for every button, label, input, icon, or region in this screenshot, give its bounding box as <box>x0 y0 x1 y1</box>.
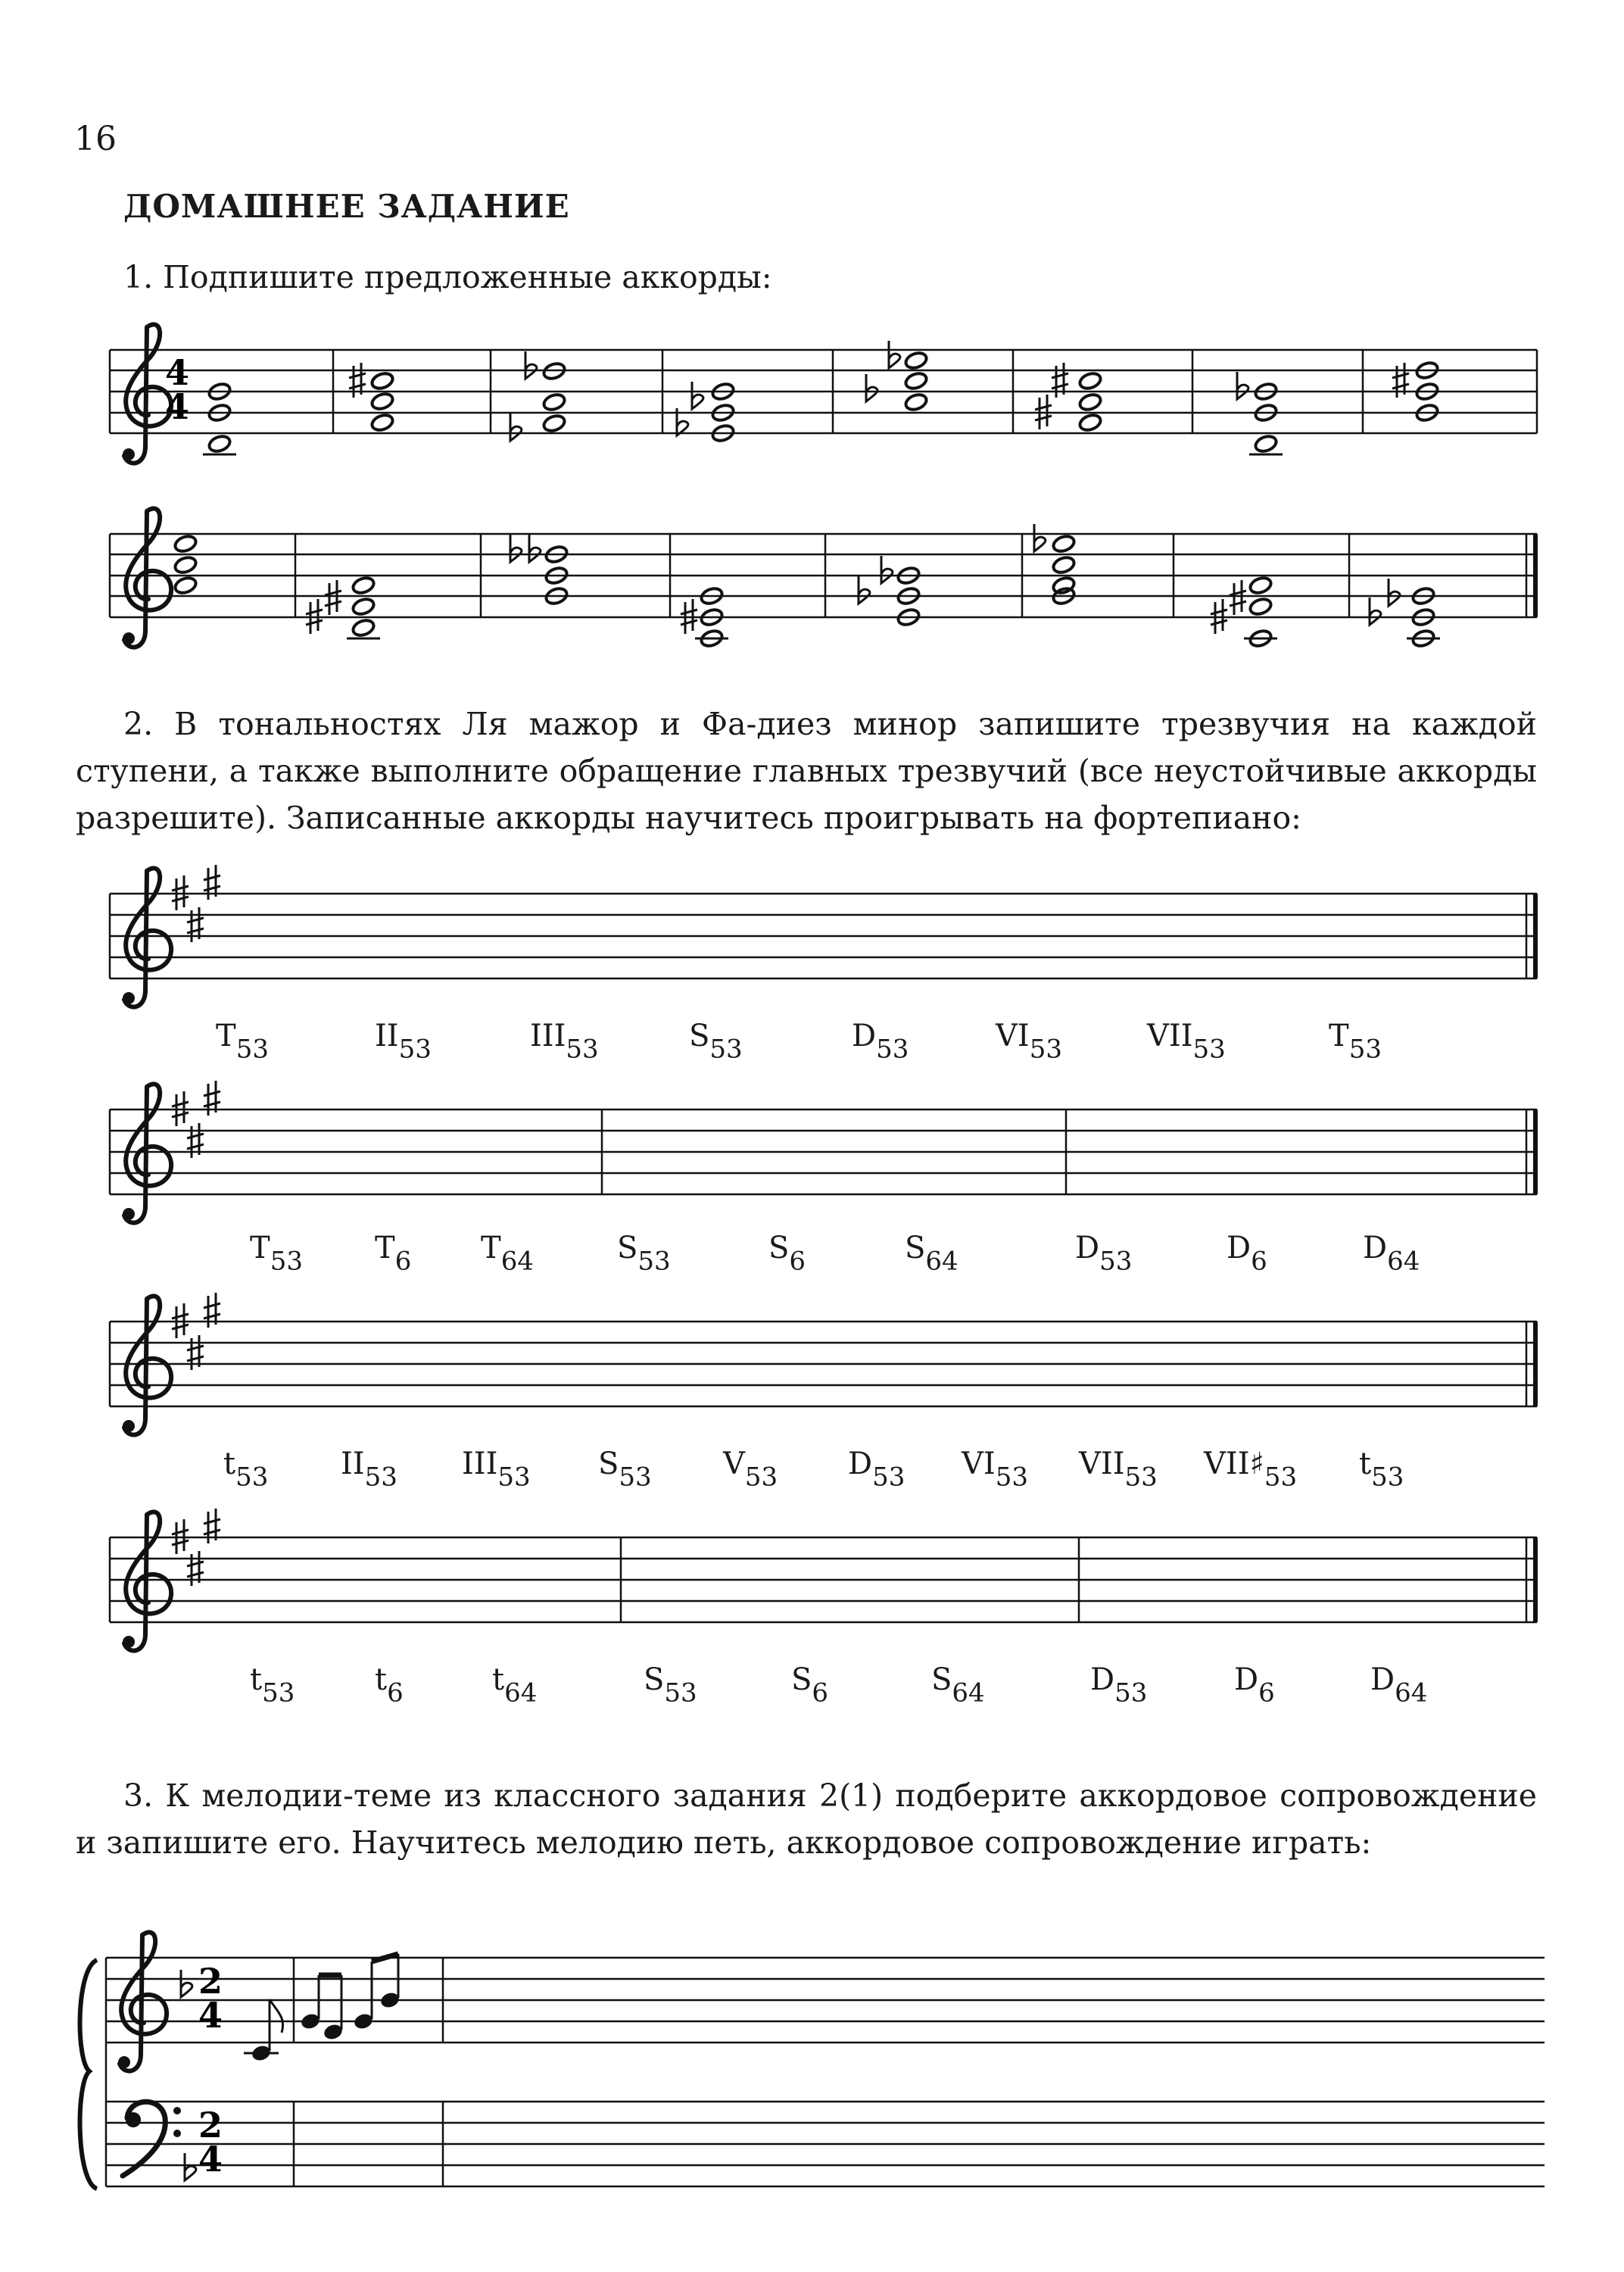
task2-staff-c <box>110 1293 1537 1435</box>
chord-function-figure: 6 <box>1251 1246 1267 1277</box>
chord-function-base: VII <box>1147 1019 1193 1053</box>
chord-function-figure: 53 <box>270 1246 303 1277</box>
chord-function-figure: 53 <box>637 1246 671 1277</box>
chord-function-label <box>1204 1447 1297 1492</box>
chord-function-label <box>852 1019 909 1064</box>
chord-function-figure: 64 <box>504 1677 538 1709</box>
chord-function-label <box>223 1447 268 1492</box>
treble-clef-icon <box>123 508 171 647</box>
chord-function-figure: 64 <box>925 1246 959 1277</box>
treble-clef-icon <box>123 868 171 1006</box>
chord-function-label <box>375 1231 411 1276</box>
chord-function-figure: 6 <box>394 1246 412 1277</box>
chord-function-base: VII♯ <box>1204 1447 1264 1481</box>
chord-function-label <box>848 1447 905 1492</box>
homework-title: ДОМАШНЕЕ ЗАДАНИЕ <box>123 188 570 225</box>
chord-function-label <box>768 1231 806 1276</box>
chord-function-figure: 53 <box>398 1034 432 1065</box>
chord-function-figure: 53 <box>744 1462 778 1493</box>
chord-function-figure: 53 <box>872 1462 906 1493</box>
chord-function-label <box>1370 1662 1427 1708</box>
chord-function-figure: 53 <box>364 1462 397 1493</box>
chord-function-figure: 53 <box>1348 1034 1382 1065</box>
chord-function-base: T <box>1329 1019 1349 1053</box>
chord-function-figure: 53 <box>709 1034 743 1065</box>
chord-function-figure: 53 <box>262 1677 295 1709</box>
chord-function-figure: 53 <box>235 1462 269 1493</box>
chord-function-figure: 53 <box>1029 1034 1062 1065</box>
task1-staff-1 <box>110 324 1537 463</box>
time-sig-top: 4 <box>165 352 190 393</box>
treble-clef-icon <box>123 1296 171 1434</box>
chord-function-label <box>492 1662 537 1708</box>
chord-function-base: D <box>1363 1231 1388 1266</box>
chord-function-base: S <box>617 1231 638 1266</box>
chord-function-label <box>617 1231 671 1276</box>
task2-staff-a <box>110 865 1537 1007</box>
treble-clef-icon <box>118 1932 167 2071</box>
chord-function-label <box>1227 1231 1267 1276</box>
chord-function-base: III <box>530 1019 566 1053</box>
chord-function-label <box>216 1019 269 1064</box>
chord-function-label <box>644 1662 697 1708</box>
chord-function-base: S <box>905 1231 926 1266</box>
chord-function-figure: 53 <box>566 1034 599 1065</box>
chord-function-figure: 6 <box>789 1246 806 1277</box>
treble-clef-icon <box>123 1512 171 1650</box>
task2-staff-d <box>110 1509 1537 1651</box>
chord-function-figure: 53 <box>1192 1034 1226 1065</box>
chord-function-base: D <box>1075 1231 1100 1266</box>
chord-function-base: S <box>689 1019 710 1053</box>
chord-function-label <box>689 1019 743 1064</box>
chord-function-label <box>462 1447 531 1492</box>
chord-function-label <box>1234 1662 1275 1708</box>
chord-function-figure: 53 <box>1114 1677 1148 1709</box>
chord-function-label <box>481 1231 534 1276</box>
bass-time-bottom: 4 <box>198 2139 223 2180</box>
chord-function-base: VI <box>962 1447 996 1481</box>
treble-time-top: 2 <box>198 1961 223 2002</box>
chord-function-label <box>375 1019 432 1064</box>
chord-function-figure: 53 <box>1371 1462 1404 1493</box>
bass-time-top: 2 <box>198 2105 223 2146</box>
chord-function-label <box>375 1662 404 1708</box>
task1-staff-2 <box>110 508 1537 648</box>
treble-clef-icon <box>123 324 171 463</box>
chord-function-label <box>1079 1447 1158 1492</box>
chord-function-figure: 53 <box>995 1462 1028 1493</box>
chord-function-figure: 53 <box>235 1034 269 1065</box>
chord-function-base: D <box>1090 1662 1115 1697</box>
task-1-text: 1. Подпишите предложенные аккорды: <box>123 259 772 295</box>
chord-function-figure: 53 <box>1099 1246 1133 1277</box>
chord-function-label <box>905 1231 959 1276</box>
chord-function-base: D <box>852 1019 877 1053</box>
task-2-body: 2. В тональностях Ля мажор и Фа-диез минор запишите трезвучия на каждой ступени, а также выполните обращение главных трезвучий (все неустойчивые аккорды разрешите). Записанные аккорды научитесь проигрывать на фортепиано: <box>76 706 1537 836</box>
chord-function-label <box>962 1447 1028 1492</box>
chord-function-label <box>598 1447 652 1492</box>
chord-function-base: t <box>375 1662 388 1697</box>
chord-function-base: VII <box>1079 1447 1125 1481</box>
key-flat-icon <box>181 1970 192 1997</box>
chord-function-label <box>1359 1447 1404 1492</box>
chord-function-base: III <box>462 1447 498 1481</box>
chord-function-figure: 64 <box>1395 1677 1428 1709</box>
chord-function-label <box>1363 1231 1420 1276</box>
chord-function-base: S <box>931 1662 952 1697</box>
treble-time-bottom: 4 <box>198 1995 223 2036</box>
chord-function-label <box>1329 1019 1382 1064</box>
chord-function-figure: 53 <box>497 1462 531 1493</box>
chord-function-figure: 6 <box>1258 1677 1275 1709</box>
chord-function-base: T <box>481 1231 501 1266</box>
treble-clef-icon <box>123 1084 171 1222</box>
chord-function-base: S <box>768 1231 790 1266</box>
chord-function-figure: 6 <box>387 1677 404 1709</box>
chord-function-base: D <box>1227 1231 1252 1266</box>
chord-function-label <box>996 1019 1062 1064</box>
task2-staff-b <box>110 1081 1537 1223</box>
chord-function-figure: 53 <box>664 1677 697 1709</box>
chord-function-base: T <box>250 1231 270 1266</box>
chord-function-base: T <box>375 1231 395 1266</box>
chord-function-base: S <box>598 1447 619 1481</box>
task3-grand-staff <box>80 1932 1545 2189</box>
chord-function-label <box>1075 1231 1132 1276</box>
chord-function-label <box>931 1662 985 1708</box>
chord-function-base: t <box>492 1662 505 1697</box>
chord-function-label <box>250 1662 295 1708</box>
chord-function-figure: 53 <box>1264 1462 1298 1493</box>
chord-function-label <box>250 1231 303 1276</box>
key-flat-icon <box>185 2153 196 2180</box>
chord-function-figure: 53 <box>1124 1462 1158 1493</box>
chord-function-figure: 6 <box>812 1677 829 1709</box>
chord-function-base: t <box>223 1447 236 1481</box>
chord-function-base: t <box>250 1662 263 1697</box>
chord-function-figure: 64 <box>500 1246 534 1277</box>
chord-function-base: D <box>848 1447 873 1481</box>
chord-function-base: VI <box>996 1019 1030 1053</box>
chord-function-base: D <box>1370 1662 1395 1697</box>
chord-function-label <box>1147 1019 1226 1064</box>
chord-function-label <box>791 1662 828 1708</box>
chord-function-figure: 53 <box>876 1034 909 1065</box>
page-number: 16 <box>74 120 117 158</box>
time-sig-bottom: 4 <box>165 386 190 427</box>
chord-function-figure: 53 <box>619 1462 652 1493</box>
chord-function-base: T <box>216 1019 236 1053</box>
brace-icon <box>80 1960 97 2189</box>
chord-function-label <box>341 1447 397 1492</box>
chord-function-base: II <box>341 1447 365 1481</box>
chord-function-base: D <box>1234 1662 1259 1697</box>
chord-function-base: S <box>791 1662 812 1697</box>
chord-function-label <box>723 1447 778 1492</box>
chord-function-label <box>530 1019 599 1064</box>
chord-function-figure: 64 <box>952 1677 985 1709</box>
chord-function-base: II <box>375 1019 399 1053</box>
chord-function-label <box>1090 1662 1147 1708</box>
chord-function-base: S <box>644 1662 665 1697</box>
chord-function-base: t <box>1359 1447 1372 1481</box>
chord-function-figure: 64 <box>1387 1246 1420 1277</box>
chord-function-base: V <box>723 1447 745 1481</box>
task-3-body: 3. К мелодии-теме из классного задания 2(1) подберите аккордовое сопровождение и запишите его. Научитесь мелодию петь, аккордовое сопровождение играть: <box>76 1777 1537 1861</box>
